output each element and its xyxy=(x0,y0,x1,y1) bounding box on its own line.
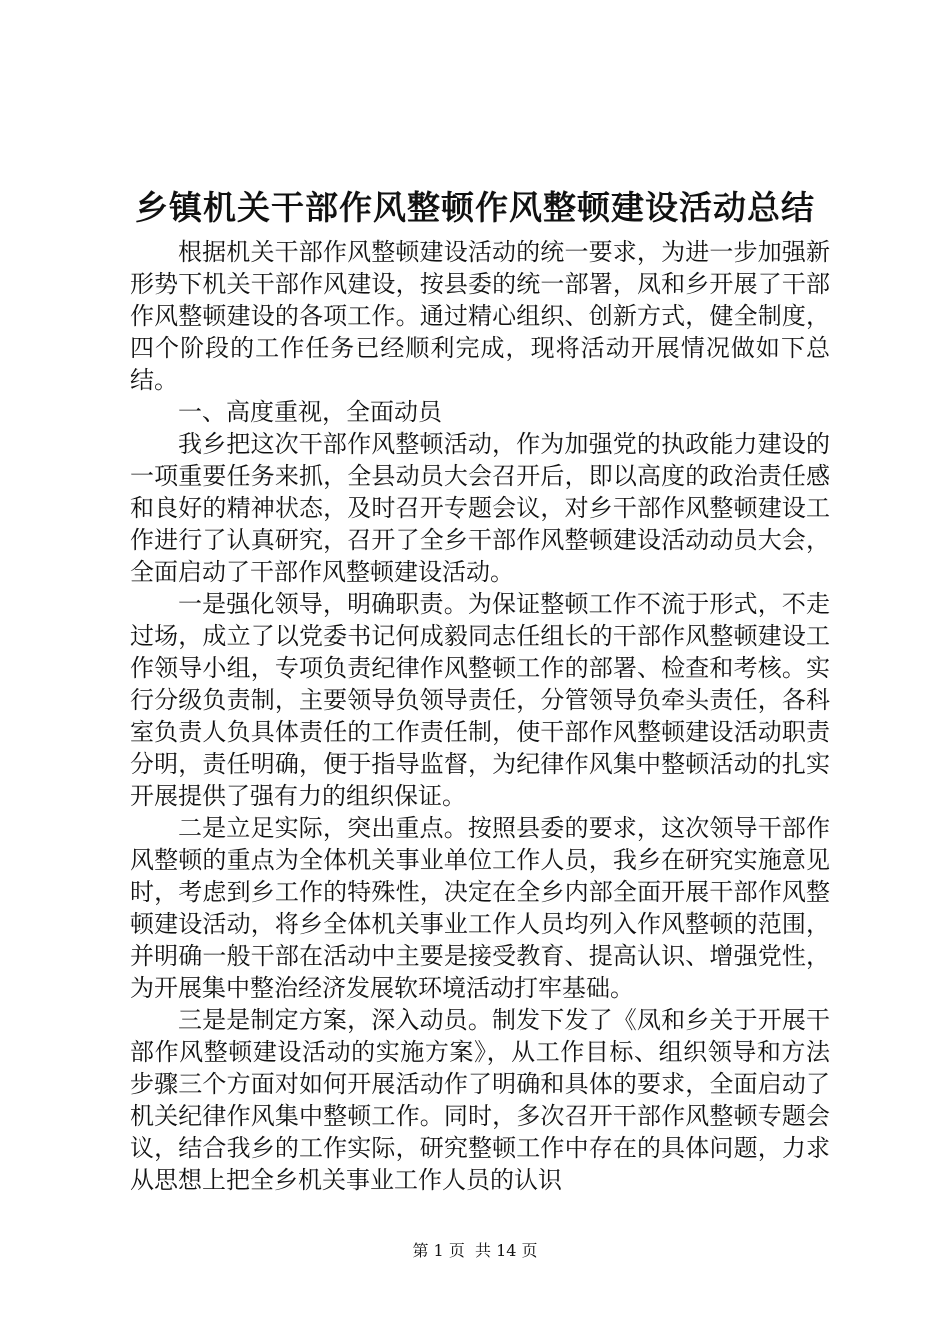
paragraph-mobilization: 我乡把这次干部作风整顿活动，作为加强党的执政能力建设的一项重要任务来抓，全县动员大会召开后，即以高度的政治责任感和良好的精神状态，及时召开专题会议，对乡干部作风整顿建设工作进行了认真研究，召开了全乡干部作风整顿建设活动动员大会，全面启动了干部作风整顿建设活动。 xyxy=(130,430,830,586)
page-number-label: 第 1 页 共 14 页 xyxy=(412,1241,538,1260)
paragraph-focus: 二是立足实际，突出重点。按照县委的要求，这次领导干部作风整顿的重点为全体机关事业单位工作人员，我乡在研究实施意见时，考虑到乡工作的特殊性，决定在全乡内部全面开展干部作风整顿建设活动，将乡全体机关事业工作人员均列入作风整顿的范围，并明确一般干部在活动中主要是接受教育、提高认识、增强党性，为开展集中整治经济发展软环境活动打牢基础。 xyxy=(130,814,830,1002)
document-body xyxy=(130,236,830,1196)
paragraph-plan: 三是是制定方案，深入动员。制发下发了《凤和乡关于开展干部作风整顿建设活动的实施方案》，从工作目标、组织领导和方法步骤三个方面对如何开展活动作了明确和具体的要求，全面启动了机关纪律作风集中整顿工作。同时，多次召开干部作风整顿专题会议，结合我乡的工作实际，研究整顿工作中存在的具体问题，力求从思想上把全乡机关事业工作人员的认识 xyxy=(130,1006,830,1194)
section-heading-1: 一、高度重视，全面动员 xyxy=(178,398,442,426)
page-footer xyxy=(0,1241,950,1261)
document-title: 乡镇机关干部作风整顿作风整顿建设活动总结 xyxy=(135,188,815,227)
paragraph-intro: 根据机关干部作风整顿建设活动的统一要求，为进一步加强新形势下机关干部作风建设，按县委的统一部署，凤和乡开展了干部作风整顿建设的各项工作。通过精心组织、创新方式，健全制度，四个阶段的工作任务已经顺利完成，现将活动开展情况做如下总结。 xyxy=(130,238,830,394)
paragraph-leadership: 一是强化领导，明确职责。为保证整顿工作不流于形式，不走过场，成立了以党委书记何成毅同志任组长的干部作风整顿建设工作领导小组，专项负责纪律作风整顿工作的部署、检查和考核。实行分级负责制，主要领导负领导责任，分管领导负牵头责任，各科室负责人负具体责任的工作责任制，使干部作风整顿建设活动职责分明，责任明确，便于指导监督，为纪律作风集中整顿活动的扎实开展提供了强有力的组织保证。 xyxy=(130,590,830,810)
